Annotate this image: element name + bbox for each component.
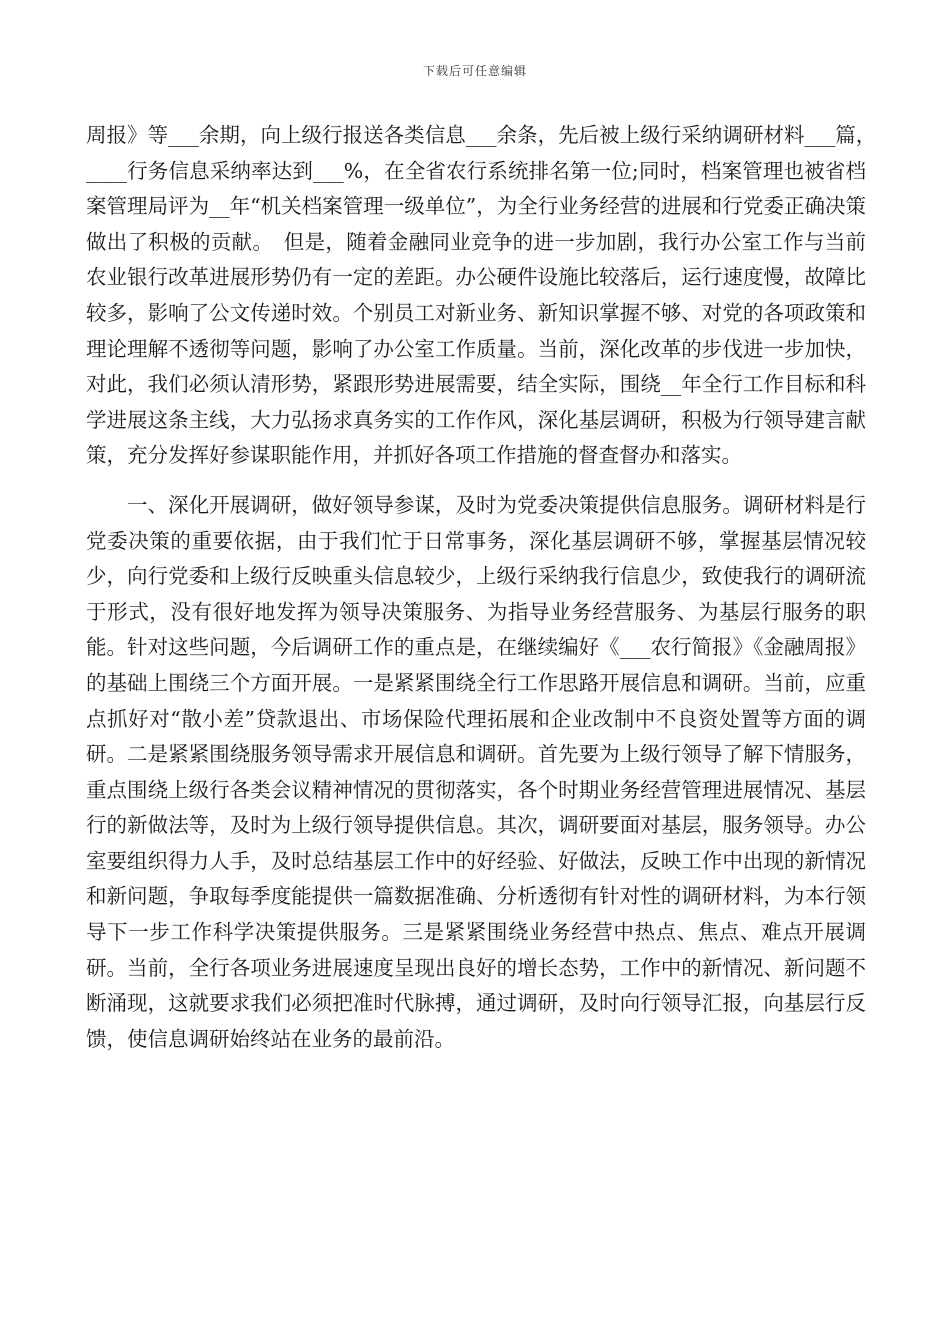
document-body <box>86 118 887 1057</box>
paragraph-2: 一、深化开展调研，做好领导参谋，及时为党委决策提供信息服务。调研材料是行党委决策的重要依据，由于我们忙于日常事务，深化基层调研不够，掌握基层情况较少，向行党委和上级行反映重头信息较少，上级行采纳我行信息少，致使我行的调研流于形式，没有很好地发挥为领导决策服务、为指导业务经营服务、为基层行服务的职能。针对这些问题，今后调研工作的重点是，在继续编好《___农行简报》《金融周报》的基础上围绕三个方面开展。一是紧紧围绕全行工作思路开展信息和调研。当前，应重点抓好对“散小差”贷款退出、市场保险代理拓展和企业改制中不良资处置等方面的调研。二是紧紧围绕服务领导需求开展信息和调研。首先要为上级行领导了解下情服务，重点围绕上级行各类会议精神情况的贯彻落实，各个时期业务经营管理进展情况、基层行的新做法等，及时为上级行领导提供信息。其次，调研要面对基层，服务领导。办公室要组织得力人手，及时总结基层工作中的好经验、好做法，反映工作中出现的新情况和新问题，争取每季度能提供一篇数据准确、分析透彻有针对性的调研材料，为本行领导下一步工作科学决策提供服务。三是紧紧围绕业务经营中热点、焦点、难点开展调研。当前，全行各项业务进展速度呈现出良好的增长态势，工作中的新情况、新问题不断涌现，这就要求我们必须把准时代脉搏，通过调研，及时向行领导汇报，向基层行反馈，使信息调研始终站在业务的最前沿。 <box>86 492 866 1051</box>
header-note: 下载后可任意编辑 <box>422 64 527 78</box>
paragraph-1: 周报》等___余期，向上级行报送各类信息___余条，先后被上级行采纳调研材料___篇， ____行务信息采纳率达到___%，在全省农行系统排名第一位;同时，档案管理也被省档案管理局评为__年“机关档案管理一级单位”，为全行业务经营的进展和行党委正确决策做出了积极的贡献。 但是，随着金融同业竞争的进一步加剧，我行办公室工作与当前农业银行改革进展形势仍有一定的差距。办公硬件设施比较落后，运行速度慢，故障比较多，影响了公文传递时效。个别员工对新业务、新知识掌握不够、对党的各项政策和理论理解不透彻等问题，影响了办公室工作质量。当前，深化改革的步伐进一步加快，对此，我们必须认清形势，紧跟形势进展需要，结全实际，围绕__年全行工作目标和科学进展这条主线，大力弘扬求真务实的工作作风，深化基层调研，积极为行领导建言献策，充分发挥好参谋职能作用，并抓好各项工作措施的督查督办和落实。 <box>86 123 887 468</box>
